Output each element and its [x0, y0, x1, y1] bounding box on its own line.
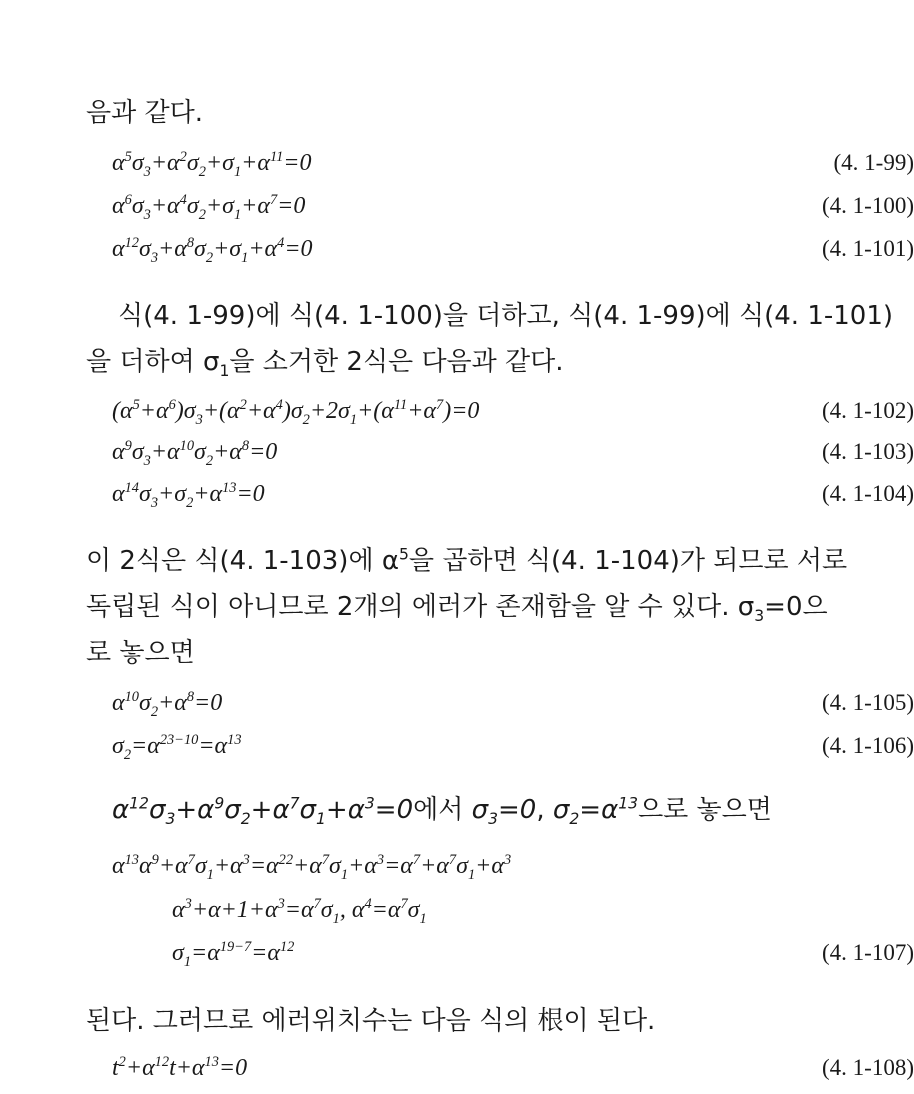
equation-line: [0, 439, 914, 473]
text-line: [0, 632, 914, 666]
equation-body: $\sigma_2=\alpha^{23-10}=\alpha^{13}$: [112, 732, 242, 763]
equation-body: $(\alpha^5+\alpha^6)\sigma_3+(\alpha^2+\alpha^4)\sigma_2+2\sigma_1+(\alpha^{11}+\alpha^7)=0$: [112, 397, 480, 428]
equation-body: $\alpha^9\sigma_3+\alpha^{10}\sigma_2+\alpha^8=0$: [112, 438, 278, 469]
equation-number: (4. 1-103): [822, 439, 914, 464]
paragraph-text: 된다. 그러므로 에러위치수는 다음 식의 根이 된다.: [86, 1006, 656, 1036]
text-line: [0, 540, 914, 574]
paragraph-text: 식(4. 1-99)에 식(4. 1-100)을 더하고, 식(4. 1-99)에 식(4. 1-101): [118, 301, 894, 331]
equation-line: [0, 733, 914, 767]
paragraph-text: 을 더하여 $\sigma_1$을 소거한 2식은 다음과 같다.: [86, 347, 564, 381]
equation-number: (4. 1-104): [822, 481, 914, 506]
text-line: [0, 92, 914, 126]
paragraph-text: 음과 같다.: [86, 98, 203, 128]
equation-number: (4. 1-105): [822, 690, 914, 715]
equation-number: (4. 1-101): [822, 236, 914, 261]
equation-number: (4. 1-99): [833, 150, 914, 175]
equation-body: $\alpha^5\sigma_3+\alpha^2\sigma_2+\sigma_1+\alpha^{11}=0$: [112, 149, 312, 180]
equation-number: (4. 1-100): [822, 193, 914, 218]
equation-body: $t^2+\alpha^{12}t+\alpha^{13}=0$: [112, 1054, 248, 1081]
equation-line: [0, 150, 914, 184]
equation-number: (4. 1-102): [822, 398, 914, 423]
equation-body: $\alpha^{13}\alpha^9+\alpha^7\sigma_1+\alpha^3=\alpha^{22}+\alpha^7\sigma_1+\alpha^3=\alpha^7+\alpha^7\sigma_1+\alpha^3$: [112, 852, 512, 883]
equation-line: [0, 690, 914, 724]
text-line: [0, 341, 914, 381]
text-line: [0, 295, 914, 329]
equation-line: [0, 853, 914, 887]
equation-line: [0, 236, 914, 270]
equation-line: [0, 193, 914, 227]
equation-body: $\alpha^{14}\sigma_3+\sigma_2+\alpha^{13}=0$: [112, 480, 265, 511]
equation-body: $\alpha^{10}\sigma_2+\alpha^8=0$: [112, 689, 223, 720]
equation-line: [0, 398, 914, 432]
equation-body: $\alpha^{12}\sigma_3+\alpha^8\sigma_2+\sigma_1+\alpha^4=0$: [112, 235, 313, 266]
paragraph-text: $\alpha^{12}\sigma_3+\alpha^9\sigma_2+\alpha^7\sigma_1+\alpha^3=0$에서 $\sigma_3=0$, $\sigma_2=\alpha^{13}$으로 놓으면: [112, 794, 772, 829]
text-line: [0, 586, 914, 626]
paragraph-text: 이 2식은 식(4. 1-103)에 $\alpha^5$을 곱하면 식(4. 1-104)가 되므로 서로: [86, 545, 848, 576]
paragraph-text: 독립된 식이 아니므로 2개의 에러가 존재함을 알 수 있다. $\sigma_3=0$으: [86, 592, 828, 626]
paragraph-text: 로 놓으면: [86, 638, 195, 668]
equation-body: $\alpha^3+\alpha+1+\alpha^3=\alpha^7\sigma_1$, $\alpha^4=\alpha^7\sigma_1$: [172, 896, 427, 927]
text-line: [0, 789, 914, 829]
equation-line: [0, 897, 914, 931]
equation-line: [0, 481, 914, 515]
equation-body: $\alpha^6\sigma_3+\alpha^4\sigma_2+\sigma_1+\alpha^7=0$: [112, 192, 306, 223]
equation-number: (4. 1-106): [822, 733, 914, 758]
equation-body: $\sigma_1=\alpha^{19-7}=\alpha^{12}$: [172, 939, 295, 970]
equation-number: (4. 1-107): [822, 940, 914, 965]
text-line: [0, 1000, 914, 1034]
equation-line: [0, 1055, 914, 1089]
equation-line: [0, 940, 914, 974]
equation-number: (4. 1-108): [822, 1055, 914, 1080]
